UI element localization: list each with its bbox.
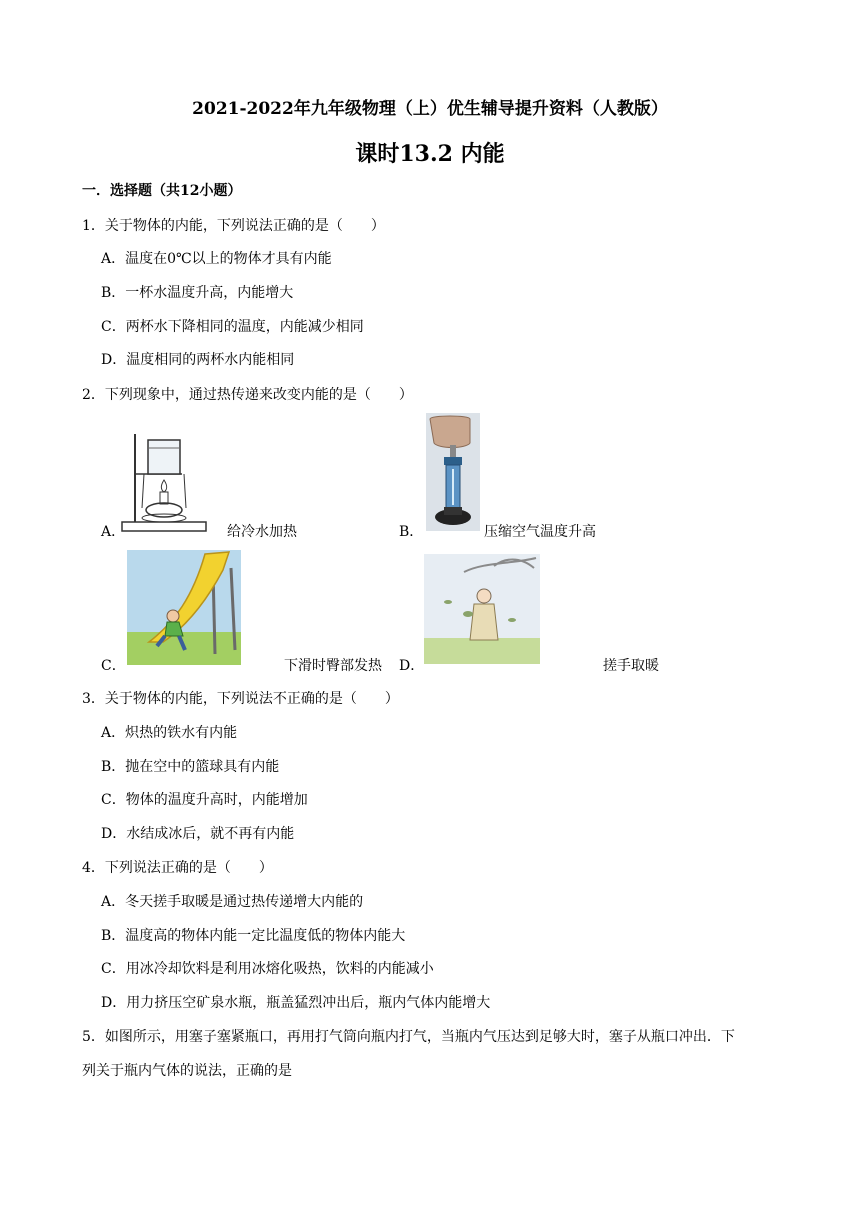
q4-option-c: C．用冰冷却饮料是利用冰熔化吸热，饮料的内能减小	[101, 961, 434, 977]
piston-compression-figure	[426, 413, 480, 531]
q3-option-b: B．抛在空中的篮球具有内能	[101, 759, 280, 775]
q2-stem: 2．下列现象中，通过热传递来改变内能的是（ ）	[82, 387, 413, 403]
q1-stem: 1．关于物体的内能，下列说法正确的是（ ）	[82, 218, 385, 234]
q1-option-d: D．温度相同的两杯水内能相同	[101, 352, 295, 368]
q3-option-a: A．炽热的铁水有内能	[101, 725, 238, 741]
q5-stem-line1: 5．如图所示，用塞子塞紧瓶口，再用打气筒向瓶内打气，当瓶内气压达到足够大时，塞子从瓶口冲出．下	[82, 1029, 735, 1045]
q1-option-a: A．温度在0℃以上的物体才具有内能	[101, 251, 332, 267]
rubbing-hands-figure	[424, 554, 540, 664]
lesson-title: 课时13.2 内能	[355, 141, 505, 167]
q2-option-a-letter: A．	[101, 524, 126, 540]
q1-option-b: B．一杯水温度升高，内能增大	[101, 285, 294, 301]
q4-option-a: A．冬天搓手取暖是通过热传递增大内能的	[101, 894, 364, 910]
q2-option-b-letter: B．	[399, 524, 424, 540]
q4-option-b: B．温度高的物体内能一定比温度低的物体内能大	[101, 928, 406, 944]
q3-option-d: D．水结成冰后，就不再有内能	[101, 826, 295, 842]
q4-option-d: D．用力挤压空矿泉水瓶，瓶盖猛烈冲出后，瓶内气体内能增大	[101, 995, 491, 1011]
q5-stem-line2: 列关于瓶内气体的说法，正确的是	[82, 1063, 292, 1079]
section-heading: 一．选择题（共12小题）	[82, 183, 242, 199]
q2-option-d-letter: D．	[399, 658, 425, 674]
q3-stem: 3．关于物体的内能，下列说法不正确的是（ ）	[82, 691, 399, 707]
q2-option-a-caption: 给冷水加热	[227, 524, 297, 540]
slide-figure	[127, 550, 241, 665]
q2-option-d-caption: 搓手取暖	[603, 658, 659, 674]
q4-stem: 4．下列说法正确的是（ ）	[82, 860, 273, 876]
q2-option-b-caption: 压缩空气温度升高	[484, 524, 596, 540]
q2-option-c-caption: 下滑时臀部发热	[284, 658, 382, 674]
beaker-heating-figure	[120, 430, 210, 533]
q2-option-c-letter: C．	[101, 658, 126, 674]
page-title: 2021-2022年九年级物理（上）优生辅导提升资料（人教版）	[192, 99, 668, 119]
q3-option-c: C．物体的温度升高时，内能增加	[101, 792, 308, 808]
q1-option-c: C．两杯水下降相同的温度，内能减少相同	[101, 319, 364, 335]
